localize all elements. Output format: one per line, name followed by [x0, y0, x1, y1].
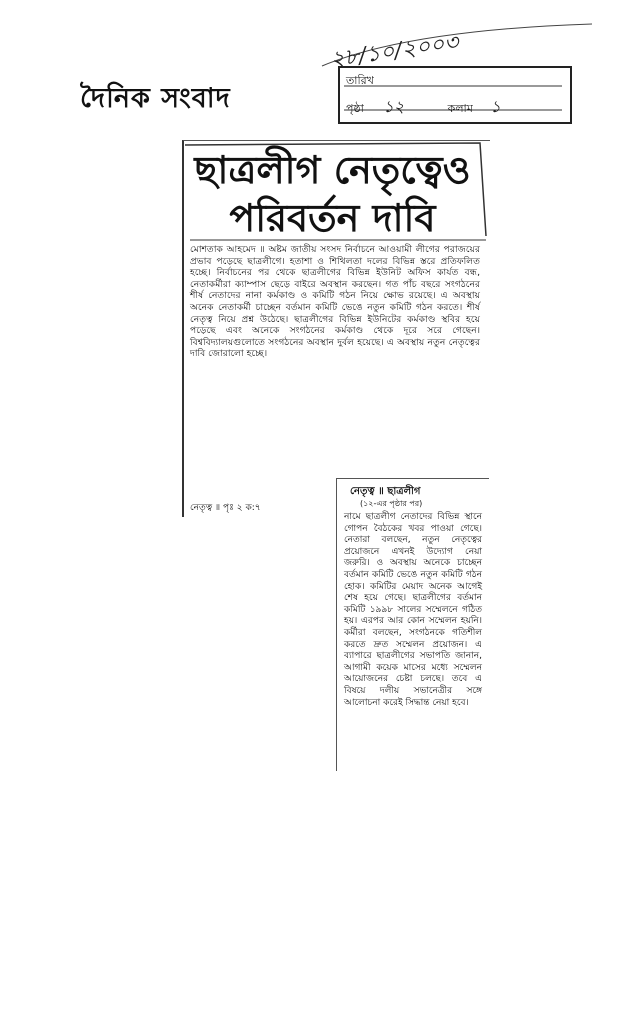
- article-headline: [190, 146, 475, 242]
- headline-line-2: পরিবর্তন দাবি: [229, 196, 436, 240]
- column-number: ১: [490, 97, 501, 116]
- handwritten-date: ২৮/১০/২০০৩: [328, 30, 461, 73]
- page-label-row: [346, 94, 501, 121]
- page-label: পৃষ্ঠা: [346, 102, 364, 115]
- page-number: ১২: [383, 97, 405, 116]
- newspaper-masthead: দৈনিক সংবাদ: [80, 83, 231, 114]
- continuation-body: নামে ছাত্রলীগ নেতাদের বিভিন্ন স্থানে গোপন বৈঠকের খবর পাওয়া গেছে। নেতারা বলছেন, নতুন নেতৃত্বের প্রয়োজনে এখনই উদ্যোগ নেয়া জরুরি। ও অবস্থায় অনেকে চাচ্ছেন বর্তমান কমিটি ভেঙে নতুন কমিটি গঠন হোক। কমিটির মেয়াদ অনেক আগেই শেষ হয়ে গেছে। ছাত্রলীগের বর্তমান কমিটি ১৯৯৮ সালের সম্মেলনে গঠিত হয়। এরপর আর কোন সম্মেলন হয়নি। কর্মীরা বলছেন, সংগঠনকে গতিশীল করতে দ্রুত সম্মেলন প্রয়োজন। এ ব্যাপারে ছাত্রলীগের সভাপতি জানান, আগামী কয়েক মাসের মধ্যে সম্মেলন আয়োজনের চেষ্টা চলছে। তবে এ বিষয়ে দলীয় সভানেত্রীর সঙ্গে আলোচনা করেই সিদ্ধান্ত নেয়া হবে।: [344, 512, 482, 708]
- continued-reference: নেতৃত্ব ॥ পৃঃ ২ ক:৭: [190, 503, 261, 513]
- continuation-heading: নেতৃত্ব ॥ ছাত্রলীগ: [350, 486, 421, 497]
- column-label: কলাম: [447, 102, 473, 115]
- headline-line-1: ছাত্রলীগ নেতৃত্বেও: [194, 148, 471, 192]
- continuation-note: (১২-এর পৃষ্ঠার পর): [360, 499, 423, 508]
- article-body: মোশতাক আহমেদ ॥ অষ্টম জাতীয় সংসদ নির্বাচনে আওয়ামী লীগের পরাজয়ের প্রভাব পড়েছে ছাত্রলীগে। হতাশা ও শিথিলতা দলের বিভিন্ন স্তরে প্রতিফলিত হচ্ছে। নির্বাচনের পর থেকে ছাত্রলীগের বিভিন্ন ইউনিট অফিস কার্যত বন্ধ, নেতাকর্মীরা ক্যাম্পাস ছেড়ে বাইরে অবস্থান করছেন। গত পাঁচ বছরে সংগঠনের শীর্ষ নেতাদের নানা কর্মকাণ্ড ও কমিটি গঠন নিয়ে ক্ষোভ রয়েছে। এ অবস্থায় অনেক নেতাকর্মী চাচ্ছেন বর্তমান কমিটি ভেঙে নতুন কমিটি গঠন করতে। শীর্ষ নেতৃত্ব নিয়ে প্রশ্ন উঠেছে। ছাত্রলীগের বিভিন্ন ইউনিটের কর্মকাণ্ড স্থবির হয়ে পড়েছে এবং অনেকে সংগঠনের কর্মকাণ্ড থেকে দূরে সরে গেছেন। বিশ্ববিদ্যালয়গুলোতে সংগঠনের অবস্থান দুর্বল হয়েছে। এ অবস্থায় নতুন নেতৃত্বের দাবি জোরালো হচ্ছে।: [190, 244, 480, 360]
- date-label: তারিখ: [346, 74, 374, 87]
